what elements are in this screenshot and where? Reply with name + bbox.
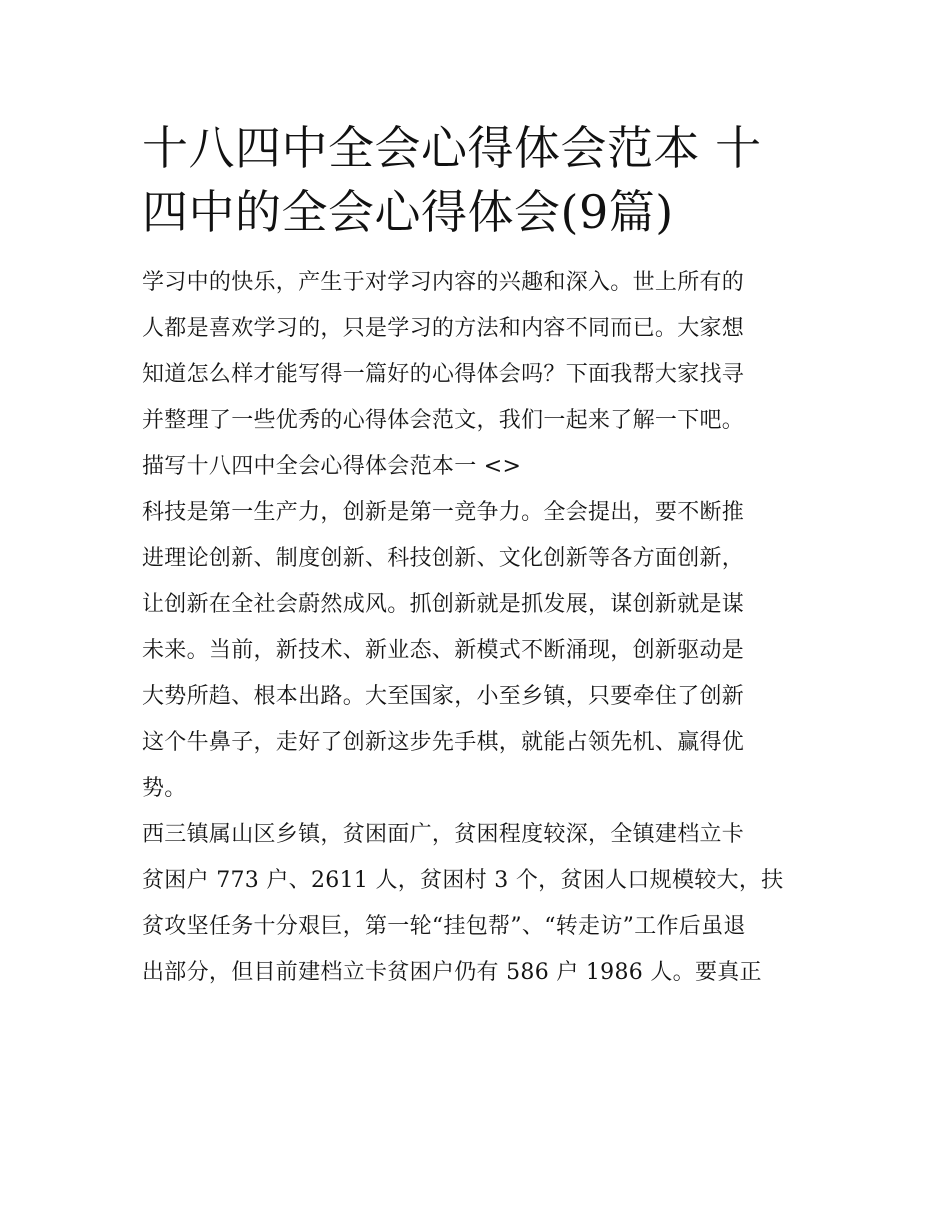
document-body: [142, 260, 814, 996]
body-line: 出部分，但目前建档立卡贫困户仍有 586 户 1986 人。要真正: [142, 960, 762, 985]
body-line: 这个牛鼻子，走好了创新这步先手棋，就能占领先机、赢得优: [142, 730, 745, 755]
body-line: 并整理了一些优秀的心得体会范文，我们一起来了解一下吧。: [142, 408, 745, 433]
document-title: [142, 116, 814, 244]
body-line: 科技是第一生产力，创新是第一竞争力。全会提出，要不断推: [142, 500, 745, 525]
body-line: 西三镇属山区乡镇，贫困面广，贫困程度较深，全镇建档立卡: [142, 822, 745, 847]
body-line: 人都是喜欢学习的，只是学习的方法和内容不同而已。大家想: [142, 316, 745, 341]
body-line: 学习中的快乐，产生于对学习内容的兴趣和深入。世上所有的: [142, 270, 745, 295]
body-line: 让创新在全社会蔚然成风。抓创新就是抓发展，谋创新就是谋: [142, 592, 745, 617]
body-line: 进理论创新、制度创新、科技创新、文化创新等各方面创新，: [142, 546, 745, 571]
body-line: 知道怎么样才能写得一篇好的心得体会吗？下面我帮大家找寻: [142, 362, 745, 387]
body-line: 贫困户 773 户、2611 人，贫困村 3 个，贫困人口规模较大，扶: [142, 868, 784, 893]
body-line: 贫攻坚任务十分艰巨，第一轮“挂包帮”、“转走访”工作后虽退: [142, 914, 746, 939]
body-line: 未来。当前，新技术、新业态、新模式不断涌现，创新驱动是: [142, 638, 745, 663]
title-line-2: 四中的全会心得体会(9篇): [142, 185, 674, 239]
section-heading: 描写十八四中全会心得体会范本一 <>: [142, 454, 522, 479]
document-page: [142, 116, 814, 996]
body-line: 势。: [142, 776, 187, 801]
title-line-1: 十八四中全会心得体会范本 十: [142, 121, 762, 175]
body-line: 大势所趋、根本出路。大至国家，小至乡镇，只要牵住了创新: [142, 684, 745, 709]
